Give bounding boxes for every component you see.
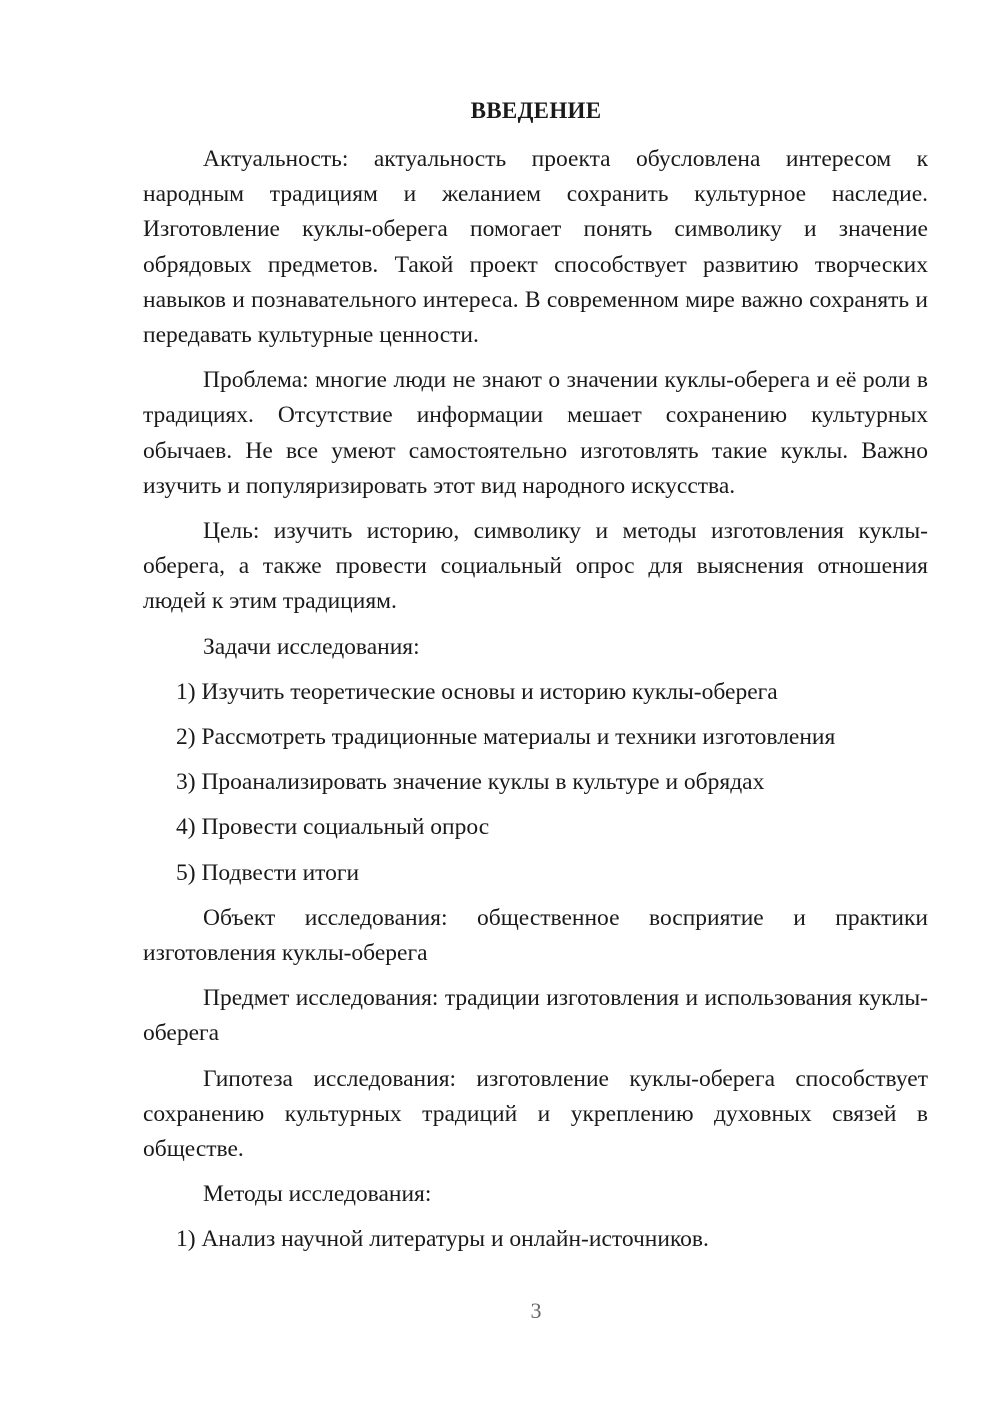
tasks-list xyxy=(143,675,928,891)
tasks-heading: Задачи исследования: xyxy=(203,633,420,660)
list-item: 2) Рассмотреть традиционные материалы и техники изготовления xyxy=(176,724,836,751)
list-item: 1) Изучить теоретические основы и историю куклы-оберега xyxy=(176,678,778,705)
list-item: 5) Подвести итоги xyxy=(176,859,360,886)
methods-heading: Методы исследования: xyxy=(203,1181,432,1208)
page-title: ВВЕДЕНИЕ xyxy=(470,98,602,123)
list-item: 1) Анализ научной литературы и онлайн-источников. xyxy=(176,1226,709,1253)
hypothesis-paragraph: Гипотеза исследования: изготовление куклы-оберега способствует сохранению культурных традиций и укреплению духовных связей в обществе. xyxy=(143,1065,928,1163)
goal-paragraph: Цель: изучить историю, символику и методы изготовления куклы-оберега, а также провести социальный опрос для выяснения отношения людей к этим традициям. xyxy=(143,518,928,615)
problem-paragraph: Проблема: многие люди не знают о значении куклы-оберега и её роли в традициях. Отсутствие информации мешает сохранению культурных обычаев. Не все умеют самостоятельно изготовлять такие куклы. Важно изучить и популяризировать этот вид народного искусства. xyxy=(143,367,928,499)
relevance-paragraph: Актуальность: актуальность проекта обусловлена интересом к народным традициям и желанием сохранить культурное наследие. Изготовление куклы-оберега помогает понять символику и значение обрядовых предметов. Такой проект способствует развитию творческих навыков и познавательного интереса. В современном мире важно сохранять и передавать культурные ценности. xyxy=(143,146,928,349)
subject-paragraph: Предмет исследования: традиции изготовления и использования куклы-оберега xyxy=(143,985,928,1047)
document-body xyxy=(143,142,928,1268)
object-paragraph: Объект исследования: общественное восприятие и практики изготовления куклы-оберега xyxy=(143,904,928,967)
methods-list xyxy=(143,1222,928,1257)
page-number: 3 xyxy=(530,1298,542,1323)
list-item: 3) Проанализировать значение куклы в культуре и обрядах xyxy=(176,769,765,796)
list-item: 4) Провести социальный опрос xyxy=(176,814,490,841)
